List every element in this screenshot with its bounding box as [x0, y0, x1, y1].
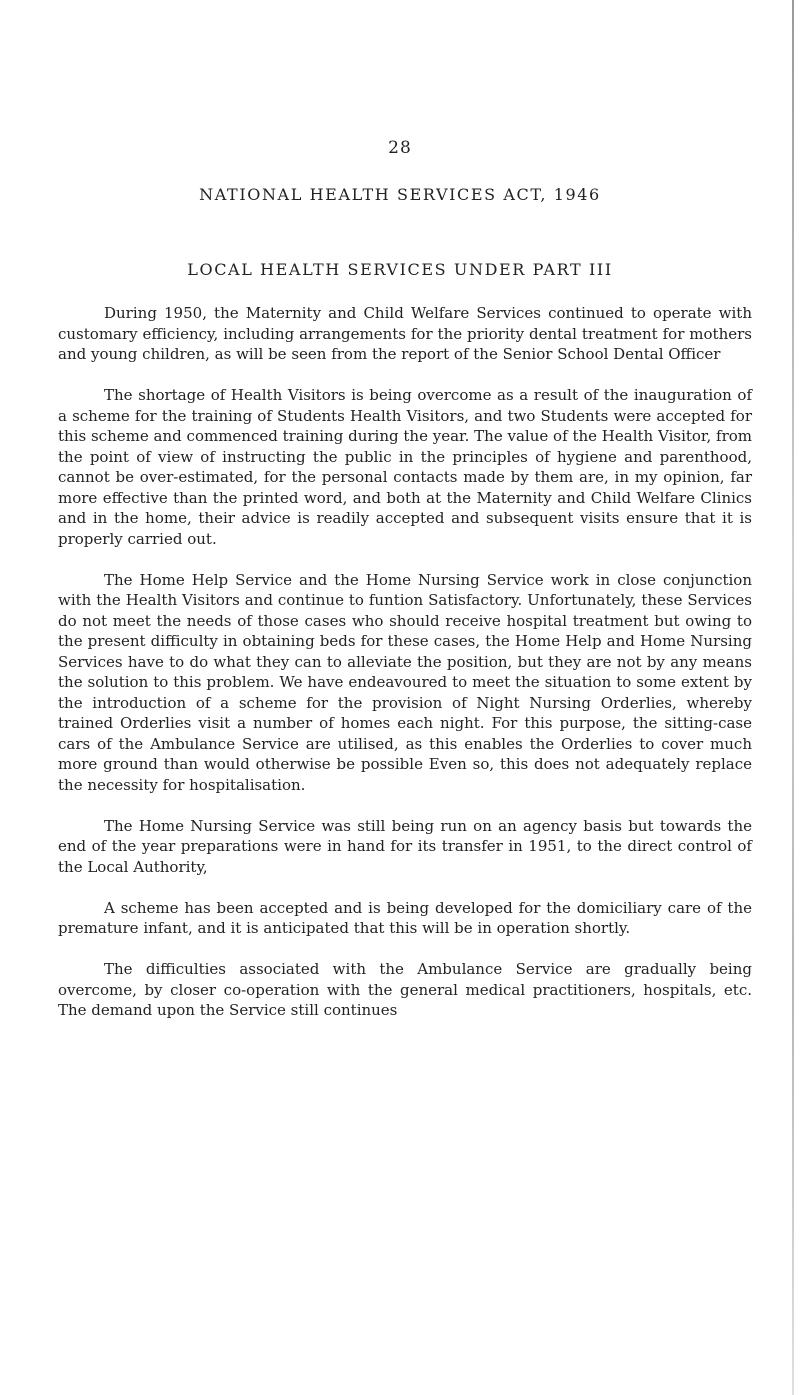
page-edge-line [792, 0, 794, 1395]
paragraph-home-nursing-transfer: The Home Nursing Service was still being run on an agency basis but towards the end of the year preparations were in hand for its transfer in 1951, to the direct control of the Local Authority, [58, 816, 752, 876]
paragraph-ambulance-service: The difficulties associated with the Ambulance Service are gradually being overcome, by closer co-operation with the general medical practitioners, hospitals, etc. The demand upon the Service still continues [58, 960, 752, 1019]
paragraph-health-visitors: The shortage of Health Visitors is being overcome as a result of the inauguration of a scheme for the training of Students Health Visitors, and two Students were accepted for this scheme and commenced training during the year. The value of the Health Visitor, from the point of view of instructing the public in the principles of hygiene and parenthood, cannot be over-estimated, for the personal contacts made by them are, in my opinion, far more effective than the printed word, and both at the Maternity and Child Welfare Clinics and in the home, their advice is readily accepted and subsequent visits ensure that it is properly carried out. [58, 386, 752, 548]
paragraph-premature-infant-scheme: A scheme has been accepted and is being developed for the domiciliary care of the premature infant, and it is anticipated that this will be in operation shortly. [58, 898, 752, 937]
page-number: 28 [388, 138, 412, 158]
section-heading: LOCAL HEALTH SERVICES UNDER PART III [187, 260, 613, 279]
paragraph-maternity-child-welfare: During 1950, the Maternity and Child Welfare Services continued to operate with customary efficiency, including arrangements for the priority dental treatment for mothers and young children, as will be seen from the report of the Senior School Dental Officer [58, 304, 752, 363]
body-text [58, 303, 752, 1021]
paragraph-home-help-nursing: The Home Help Service and the Home Nursing Service work in close conjunction with the Health Visitors and continue to funtion Satisfactory. Unfortunately, these Services do not meet the needs of those cases who should receive hospital treatment but owing to the present difficulty in obtaining beds for these cases, the Home Help and Home Nursing Services have to do what they can to alleviate the position, but they are not by any means the solution to this problem. We have endeavoured to meet the situation to some extent by the introduction of a scheme for the provision of Night Nursing Orderlies, whereby trained Orderlies visit a number of homes each night. For this purpose, the sitting-case cars of the Ambulance Service are utilised, as this enables the Orderlies to cover much more ground than would otherwise be possible Even so, this does not adequately replace the necessity for hospitalisation. [58, 570, 752, 794]
act-title: NATIONAL HEALTH SERVICES ACT, 1946 [199, 185, 601, 204]
